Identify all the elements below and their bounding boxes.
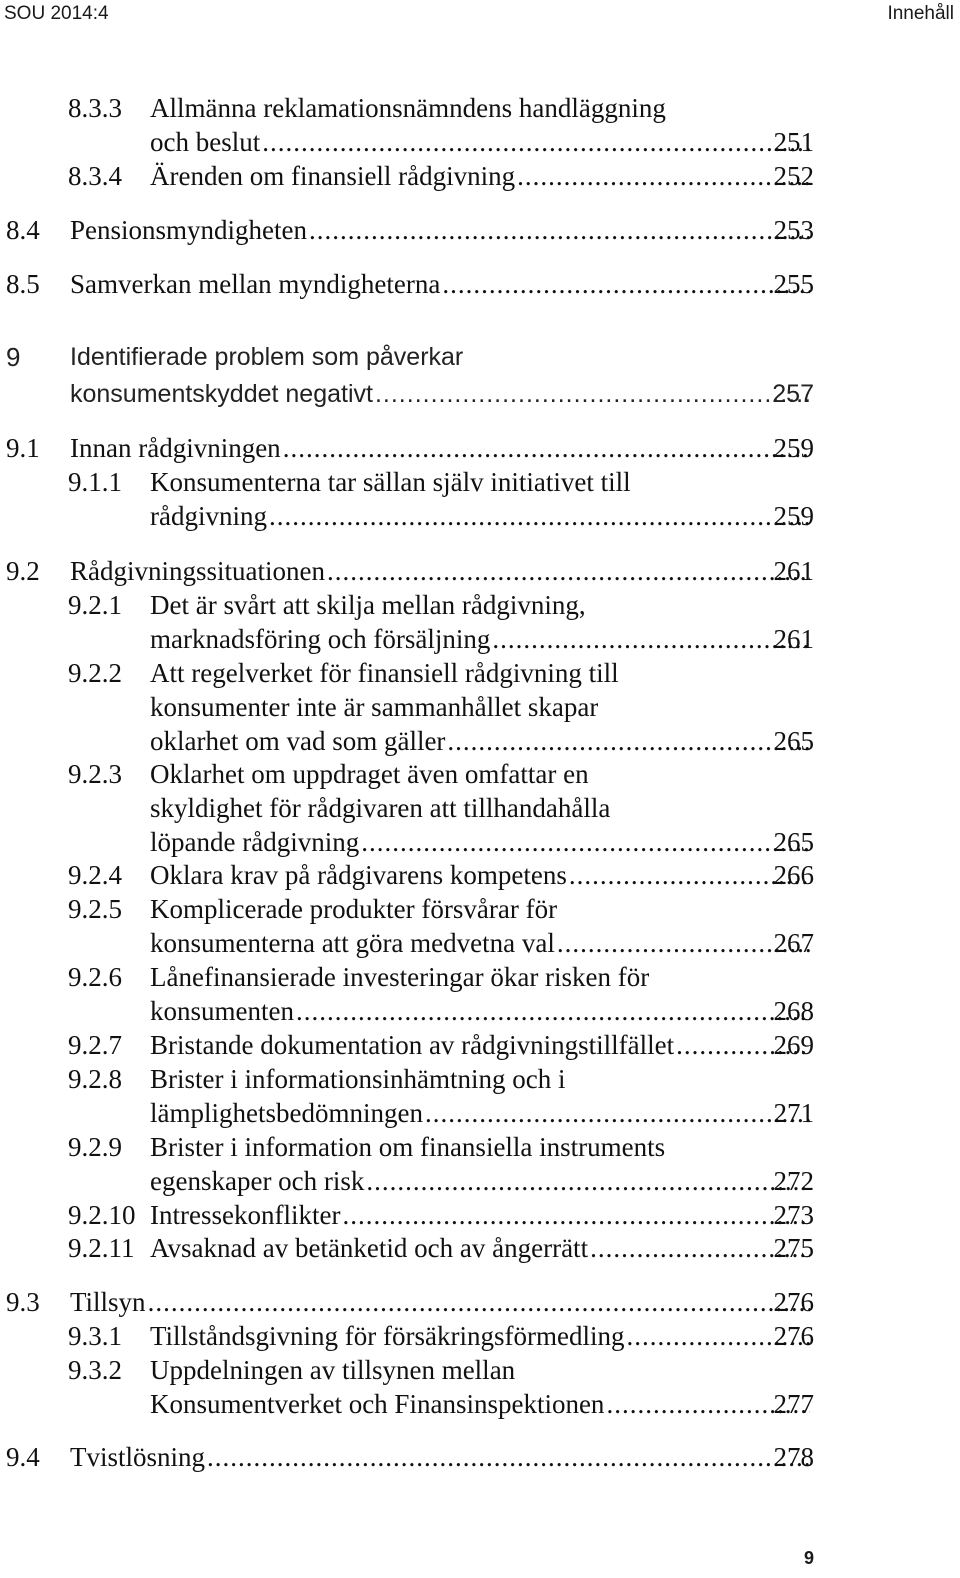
toc-entry-number: 8.3.3 [68,93,122,123]
section-label: Innehåll [887,3,954,24]
toc-entry-title-text: Oklarhet om uppdraget även omfattar en [150,759,589,789]
toc-entry-title-text: egenskaper och risk [150,1166,365,1196]
toc-entry-title-text: marknadsföring och försäljning [150,624,491,654]
toc-entry-line [0,960,960,994]
toc-entry-number: 9.2.11 [68,1233,135,1263]
toc-entry-line [0,825,960,859]
dot-leader [366,1164,810,1198]
toc-entry-line [0,1319,960,1353]
toc-entry-page: 255 [773,269,814,299]
toc-entry-line [0,892,960,926]
toc-entry-title [70,554,812,588]
toc-entry-page: 259 [773,433,814,463]
toc-entry-title-text: lämplighetsbedömningen [150,1098,423,1128]
toc-entry-title [70,1440,812,1474]
toc-entry-title [150,159,812,193]
toc-entry-page: 261 [773,624,814,654]
toc-entry-title-text: Det är svårt att skilja mellan rådgivning, [150,590,586,620]
toc-entry-page: 261 [773,556,814,586]
toc-entry-number: 9.2.7 [68,1030,122,1060]
toc-entry-line [0,1130,960,1164]
toc-entry-line [0,125,960,159]
toc-entry-title [150,125,812,159]
toc-entry-title [70,213,812,247]
toc-entry-title-text: konsumentskyddet negativt [70,380,373,408]
toc-entry-number: 8.3.4 [68,161,122,191]
toc-entry-title-text: skyldighet för rådgivaren att tillhandahålla [150,793,611,823]
report-id: SOU 2014:4 [4,3,109,24]
toc-entry-page: 253 [773,215,814,245]
toc-entry-number: 9.2.2 [68,658,122,688]
toc-entry-title [150,1164,812,1198]
toc-entry-number: 9.3 [6,1287,40,1317]
toc-entry-title-text: Brister i informationsinhämtning och i [150,1064,566,1094]
toc-entry-line [0,1231,960,1265]
toc-entry-title [150,622,812,656]
toc-entry-line [0,213,960,247]
toc-entry-title-text: Konsumenterna tar sällan själv initiativet till [150,467,631,497]
toc-entry-line [0,791,960,825]
dot-leader [342,1198,810,1232]
toc-entry-line [0,431,960,465]
toc-entry-title-text: löpande rådgivning [150,827,360,857]
toc-entry-line [0,926,960,960]
toc-entry-number: 9.1 [6,433,40,463]
toc-entry-title [150,757,589,791]
toc-entry-line [0,724,960,758]
toc-entry-number: 9.2.3 [68,759,122,789]
toc-entry-line [0,465,960,499]
toc-entry-line [0,1440,960,1474]
toc-entry-line [0,757,960,791]
toc-entry-title [150,1198,812,1232]
toc-entry-page: 273 [773,1200,814,1230]
toc-entry-title [150,465,631,499]
toc-entry-title [150,791,610,825]
dot-leader [492,622,810,656]
toc-entry-number: 9.2.6 [68,962,122,992]
toc-entry-title-text: konsumenterna att göra medvetna val [150,928,555,958]
toc-entry-page: 278 [773,1442,814,1472]
toc-entry-number: 9.2.1 [68,590,122,620]
toc-entry-title [150,1028,812,1062]
toc-entry-title [150,926,812,960]
dot-leader [283,431,810,465]
toc-entry-line [0,1028,960,1062]
toc-entry-number: 9.2.4 [68,860,122,890]
dot-leader [361,825,810,859]
toc-entry-page: 269 [773,1030,814,1060]
toc-entry-title [150,1319,812,1353]
toc-entry-title-text: Brister i information om finansiella instruments [150,1132,666,1162]
toc-entry-number: 9.1.1 [68,467,122,497]
toc-entry-title [70,431,812,465]
toc-entry-title-text: Tvistlösning [70,1442,206,1472]
dot-leader [447,724,810,758]
toc-entry-title [150,656,619,690]
dot-leader [327,554,810,588]
toc-entry-title [150,690,598,724]
toc-entry-line [0,622,960,656]
toc-entry-title [150,1130,665,1164]
toc-entry-title [150,994,812,1028]
toc-entry-line [0,1198,960,1232]
toc-entry-title-text: Ärenden om finansiell rådgivning [150,161,516,191]
toc-entry-title [150,892,557,926]
toc-entry-title [70,267,812,301]
toc-entry-line [0,1387,960,1421]
dot-leader [296,994,810,1028]
toc-entry-title [150,825,812,859]
toc-entry-page: 267 [773,928,814,958]
toc-entry-title [150,724,812,758]
toc-entry-line [0,499,960,533]
dot-leader [309,213,810,247]
toc-entry-page: 271 [773,1098,814,1128]
toc-entry-title-text: Uppdelningen av tillsynen mellan [150,1355,516,1385]
page-number: 9 [803,1548,814,1568]
toc-entry-line [0,1062,960,1096]
toc-entry-line [0,377,960,411]
toc-entry-line [0,340,960,374]
toc-entry-title-text: Oklara krav på rådgivarens kompetens [150,860,567,890]
toc-entry-line [0,1164,960,1198]
toc-entry-number: 9 [6,342,21,372]
toc-entry-line [0,1353,960,1387]
toc-entry-line [0,159,960,193]
toc-entry-number: 8.5 [6,269,40,299]
toc-entry-title [150,1096,812,1130]
toc-entry-page: 265 [773,726,814,756]
dot-leader [375,377,810,411]
toc-entry-line [0,656,960,690]
toc-entry-line [0,554,960,588]
toc-entry-number: 9.3.2 [68,1355,122,1385]
toc-entry-line [0,588,960,622]
toc-entry-page: 257 [772,380,814,408]
dot-leader [425,1096,810,1130]
toc-entry-page: 266 [773,860,814,890]
toc-entry-page: 251 [773,127,814,157]
toc-entry-line [0,267,960,301]
toc-entry-title-text: Identifierade problem som påverkar [70,343,464,371]
toc-entry-title [150,499,812,533]
dot-leader [269,499,810,533]
toc-entry-title-text: Tillståndsgivning för försäkringsförmedling [150,1321,625,1351]
dot-leader [207,1440,810,1474]
toc-entry-title [150,91,666,125]
toc-entry-title-text: Allmänna reklamationsnämndens handläggning [150,93,666,123]
toc-entry-page: 276 [773,1287,814,1317]
toc-entry-title-text: Avsaknad av betänketid och av ångerrätt [150,1233,589,1263]
toc-entry-page: 268 [773,996,814,1026]
toc-entry-title-text: rådgivning [150,501,267,531]
toc-entry-title-text: Intressekonflikter [150,1200,341,1230]
dot-leader [517,159,810,193]
toc-entry-line [0,690,960,724]
toc-entry-number: 9.2.9 [68,1132,122,1162]
dot-leader [148,1285,810,1319]
toc-entry-line [0,994,960,1028]
toc-entry-title-text: Bristande dokumentation av rådgivningstillfället [150,1030,675,1060]
toc-entry-number: 9.2.8 [68,1064,122,1094]
dot-leader [442,267,810,301]
toc-entry-page: 272 [773,1166,814,1196]
toc-entry-number: 8.4 [6,215,40,245]
toc-entry-number: 9.4 [6,1442,40,1472]
toc-entry-line [0,858,960,892]
toc-entry-title [150,858,812,892]
toc-entry-number: 9.3.1 [68,1321,122,1351]
toc-entry-number: 9.2.5 [68,894,122,924]
toc-entry-title-text: konsumenter inte är sammanhållet skapar [150,692,599,722]
dot-leader [262,125,810,159]
toc-entry-line [0,1285,960,1319]
toc-entry-title-text: Tillsyn [70,1287,146,1317]
toc-entry-page: 265 [773,827,814,857]
toc-entry-page: 277 [773,1389,814,1419]
toc-entry-title [150,1387,812,1421]
toc-entry-title-text: oklarhet om vad som gäller [150,726,446,756]
toc-entry-title [150,1231,812,1265]
toc-entry-title [150,1353,515,1387]
toc-entry-title-text: Innan rådgivningen [70,433,281,463]
toc-entry-title [150,588,586,622]
toc-entry-title-text: Konsumentverket och Finansinspektionen [150,1389,605,1419]
toc-entry-title-text: Lånefinansierade investeringar ökar risken för [150,962,650,992]
toc-entry-title [150,960,649,994]
toc-entry-title [150,1062,565,1096]
toc-entry-title [70,340,463,374]
toc-entry-line [0,91,960,125]
toc-entry-page: 275 [773,1233,814,1263]
toc-entry-title-text: Rådgivningssituationen [70,556,325,586]
toc-entry-line [0,1096,960,1130]
toc-entry-page: 252 [773,161,814,191]
toc-entry-title-text: Komplicerade produkter försvårar för [150,894,558,924]
toc-entry-page: 259 [773,501,814,531]
toc-entry-title-text: Samverkan mellan myndigheterna [70,269,441,299]
toc-entry-number: 9.2.10 [68,1200,136,1230]
toc-entry-title [70,1285,812,1319]
toc-entry-title [70,377,812,411]
toc-entry-title-text: Att regelverket för finansiell rådgivning till [150,658,619,688]
toc-entry-title-text: Pensionsmyndigheten [70,215,307,245]
toc-entry-title-text: konsumenten [150,996,294,1026]
toc-entry-page: 276 [773,1321,814,1351]
toc-entry-title-text: och beslut [150,127,261,157]
toc-entry-number: 9.2 [6,556,40,586]
